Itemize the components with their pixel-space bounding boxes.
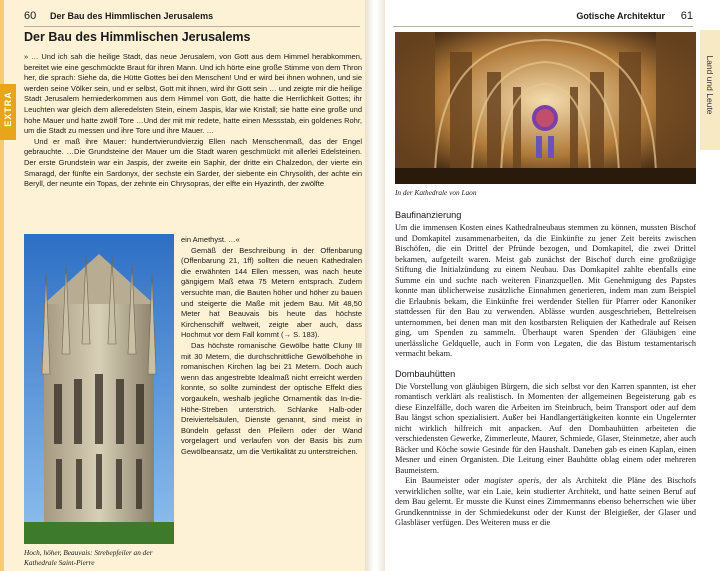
page-title: Der Bau des Himmlischen Jerusalems (24, 30, 251, 44)
quote-block (24, 52, 362, 190)
running-header-left (24, 6, 360, 27)
quote-paragraph-2: Und er maß ihre Mauer: hundertvierundvierzig Ellen nach Menschenmaß, das der Engel gebrauchte. …Die Grundsteine der Mauer um die Stadt waren geschmückt mit allerlei Edelsteinen. Der erste Grundstein war ein Jaspis, der zweite ein Saphir, der dritte ein Chalzedon, der vierte ein Smaragd, der fünfte ein Sardonyx, der sechste ein Sarder, der siebente ein Chrysolith, der achte ein Beryll, der neunte ein Topas, der zehnte ein Chrysopras, der elfte ein Hyazinth, der zwölfte (24, 136, 362, 189)
running-header-right (393, 6, 693, 27)
beauvais-caption: Hoch, höher, Beauvais: Strebepfeiler an der Kathedrale Saint-Pierre (24, 548, 153, 567)
laon-caption: In der Kathedrale von Laon (395, 188, 477, 197)
column-paragraph-2: Das höchste romanische Gewölbe hatte Cluny III mit 30 Metern, die durchschnittliche Gewölbehöhe in romanischen Kirchen lag bei 21 Metern. Doch auch wenn das angestrebte Idealmaß nicht erreicht werden konnte, so sollte zumindest der optische Effekt dies vorgaukeln, weshalb jegliche Ornamentik das In-die-Höhe-Streben unterstrich. Schlanke Halb-oder Dreiviertelsäulen, Dienste genannt, sind meist in Bündeln gefasst den Pfeilern oder der Wand vorgelagert und verlaufen von der Basis bis zum Gewölbeansatz, um die Vertikalität zu unterstreichen. (181, 340, 362, 456)
land-und-leute-tab (700, 30, 720, 150)
extra-tab-label: EXTRA (2, 91, 13, 127)
column-paragraph-1: Gemäß der Beschreibung in der Offenbarung (Offenbarung 21, 1ff) sollten die neuen Kathedralen die erwähnten 144 Ellen messen, was nach heute gängigem Maß etwa 75 Metern entsprach. Zudem versuchte man, die Bauten höher und höher zu bauen und steigerte die Maße mit jedem Bau. Mit 48,50 Meter hat Beauvais bis heute das höchste Kirchenschiff weltweit, zeigte aber auch, dass Hochmut vor dem Fall kommt (→ S. 183). (181, 245, 362, 340)
paragraph-dombauhuetten-1: Die Vorstellung von gläubigen Bürgern, die sich selbst vor den Karren spannten, ist eher romantisch verklärt als realistisch. In Momenten der allgemeinen Begeisterung gab es diese Einzelfälle, doch waren die Arbeiten im Steinbruch, beim Transport oder auf dem Bau längst schon spezialisiert. Außer bei Handlangertätigkeiten konnte ein Ungelernter nicht wirklich hilfreich mit anpacken. Auf den Dombauhütten arbeiteten die verschiedensten Gewerke, Zimmerleute, Maurer, Schmiede, Glaser, Steinmetze, aber auch Bäcker und Köche sowie Gesinde für den Haushalt. Daneben gab es einen Kaplan, einen Mesner und einen Organisten. Die Leitung einer Bauhütte oblag einem oder mehreren Baumeistern. (395, 381, 696, 475)
magister-operis-term: magister operis (484, 476, 540, 485)
paragraph-baufinanzierung: Um die immensen Kosten eines Kathedralneubaus stemmen zu können, mussten Bischof und Domkapitel zusammenarbeiten, da die Einkünfte zu jener Zeit bereits zwischen Bischöfen, die ein Drittel der Pfründe bezogen, und Domkapitel, die zwei Drittel bekamen, aufgeteilt waren. Meist gab zunächst der Bischof durch eine großzügige Stiftung die Initialzündung zu einem Neubau. Das Domkapitel zahlte ebenfalls eine Summe ein und suchte nach weiteren Finanzquellen. Mit Genehmigung des Papstes konnte man üblicherweise zusätzliche Einnahmen generieren, indem man zum Beispiel die Erlaubnis bekam, die Einkünfte frei werdender Stellen für Pfarrer oder Kanoniker stattdessen für den Bau zu verwenden. Ablässe wurden ausgeschrieben, Bettelreisen unternommen, bei denen man mit den kostbarsten Reliquien der Kathedrale auf Reisen ging, um Spenden zu sammeln. Überhaupt waren Spenden der Gläubigen eine unerlässliche Geldquelle, auch in Form von Legaten, die das Bistum testamentarisch vermacht bekam. (395, 223, 696, 358)
extra-tab (0, 84, 16, 140)
heading-baufinanzierung: Baufinanzierung (395, 210, 462, 220)
book-gutter (365, 0, 385, 571)
para2-start: Ein Baumeister oder (405, 476, 485, 485)
laon-cathedral-photo (395, 32, 696, 184)
column-line-1: ein Amethyst. …« (181, 235, 240, 244)
page-number-right: 61 (680, 10, 693, 22)
quote-paragraph: » … Und ich sah die heilige Stadt, das neue Jerusalem, von Gott aus dem Himmel herabkommen, bereitet wie eine geschmückte Braut für ihren Mann. Und ich hörte eine große Stimme von dem Thron her, die sprach: Siehe da, die Hütte Gottes bei den Menschen! Und er wird bei ihnen wohnen, und sie werden seine Völker sein, und er selbst, Gott mit ihnen, wird ihr Gott sein … und zeigte mir die heilige Stadt Jerusalem herniederkommen aus dem Himmel von Gott, die hatte die Herrlichkeit Gottes; ihr Leuchten war gleich dem alleredelsten Stein, einem Jaspis, klar wie Kristall; sie hatte eine große und hohe Mauer und hatte zwölf Tore …Und der mit mir redete, hatte einen Messstab, ein goldenes Rohr, um die Stadt zu messen und ihre Tore und ihre Mauer. … (24, 52, 362, 136)
page-number-left: 60 (24, 10, 37, 22)
text-column (181, 235, 362, 457)
land-tab-label: Land und Leute (705, 55, 715, 115)
para2-rest: , der als Architekt die Pläne des Bischofs verwirklichen sollte, war ein Laie, kein studierter Architekt, und hatte seinen Beruf auf dem Bau gelernt. Er musste die Kunst eines Zimmermanns ebenso beherrschen wie über Grundkenntnisse in der Schmiedekunst oder der Kunst der Bleigießer, der Glaser und Glasbläser verfügen. Des Weiteren muss er die (395, 476, 696, 527)
running-title-right: Gotische Architektur (576, 11, 665, 21)
running-title-left: Der Bau des Himmlischen Jerusalems (50, 11, 214, 21)
article-body (395, 209, 696, 529)
beauvais-cathedral-photo (24, 234, 174, 544)
heading-dombauhuetten: Dombauhütten (395, 368, 456, 379)
paragraph-dombauhuetten-2 (395, 476, 696, 529)
right-page (385, 0, 720, 571)
